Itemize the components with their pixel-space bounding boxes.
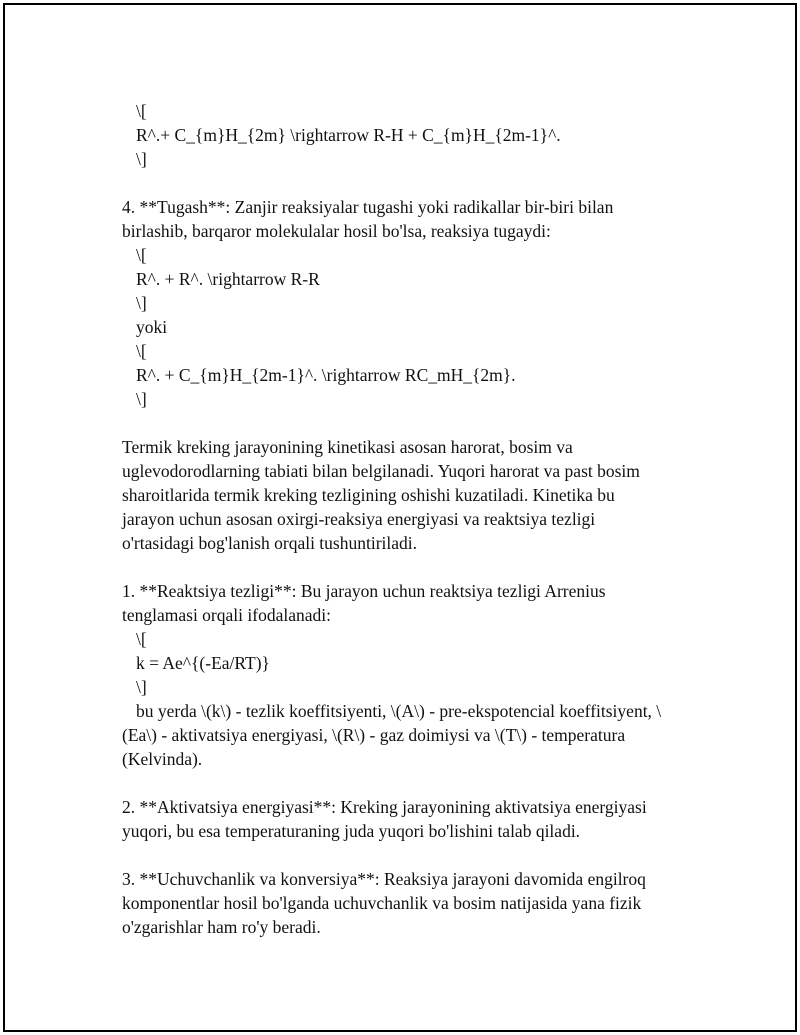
text-line: yoki [136, 317, 168, 337]
text-line: R^. + R^. \rightarrow R-R [136, 269, 320, 289]
text-line: yuqori, bu esa temperaturaning juda yuqori bo'lishini talab qiladi. [122, 821, 581, 841]
text-line: \] [136, 149, 147, 169]
text-line: (Ea\) - aktivatsiya energiyasi, \(R\) - gaz doimiysi va \(T\) - temperatura [122, 725, 626, 745]
text-line: \[ [136, 341, 147, 361]
text-line: R^. + C_{m}H_{2m-1}^. \rightarrow RC_mH_{2m}. [136, 365, 516, 385]
text-line: (Kelvinda). [122, 749, 203, 769]
text-line: \[ [136, 629, 147, 649]
text-line: \[ [136, 245, 147, 265]
text-line: Termik kreking jarayonining kinetikasi asosan harorat, bosim va [122, 437, 573, 457]
text-line: \] [136, 293, 147, 313]
text-line: \] [136, 677, 147, 697]
text-line: o'rtasidagi bog'lanish orqali tushuntiriladi. [122, 533, 418, 553]
blank-line [122, 555, 702, 579]
text-line: tenglamasi orqali ifodalanadi: [122, 605, 331, 625]
document-body [122, 99, 702, 939]
blank-line [122, 843, 702, 867]
text-line: birlashib, barqaror molekulalar hosil bo'lsa, reaksiya tugaydi: [122, 221, 551, 241]
blank-line [122, 411, 702, 435]
text-line: uglevodorodlarning tabiati bilan belgilanadi. Yuqori harorat va past bosim [122, 461, 640, 481]
text-line: R^.+ C_{m}H_{2m} \rightarrow R-H + C_{m}H_{2m-1}^. [136, 125, 561, 145]
blank-line [122, 771, 702, 795]
text-line: k = Ae^{(-Ea/RT)} [136, 653, 270, 673]
text-line: 3. **Uchuvchanlik va konversiya**: Reaksiya jarayoni davomida engilroq [122, 869, 646, 889]
text-line: 4. **Tugash**: Zanjir reaksiyalar tugashi yoki radikallar bir-biri bilan [122, 197, 614, 217]
text-line: 1. **Reaktsiya tezligi**: Bu jarayon uchun reaktsiya tezligi Arrenius [122, 581, 606, 601]
text-line: sharoitlarida termik kreking tezligining oshishi kuzatiladi. Kinetika bu [122, 485, 615, 505]
text-line: \] [136, 389, 147, 409]
text-line: komponentlar hosil bo'lganda uchuvchanlik va bosim natijasida yana fizik [122, 893, 642, 913]
text-line: bu yerda \(k\) - tezlik koeffitsiyenti, \(A\) - pre-ekspotencial koeffitsiyent, \ [136, 701, 662, 721]
blank-line [122, 171, 702, 195]
text-line: \[ [136, 101, 147, 121]
text-line: o'zgarishlar ham ro'y beradi. [122, 917, 321, 937]
page-frame [3, 3, 797, 1032]
text-line: jarayon uchun asosan oxirgi-reaksiya energiyasi va reaktsiya tezligi [122, 509, 596, 529]
text-line: 2. **Aktivatsiya energiyasi**: Kreking jarayonining aktivatsiya energiyasi [122, 797, 647, 817]
